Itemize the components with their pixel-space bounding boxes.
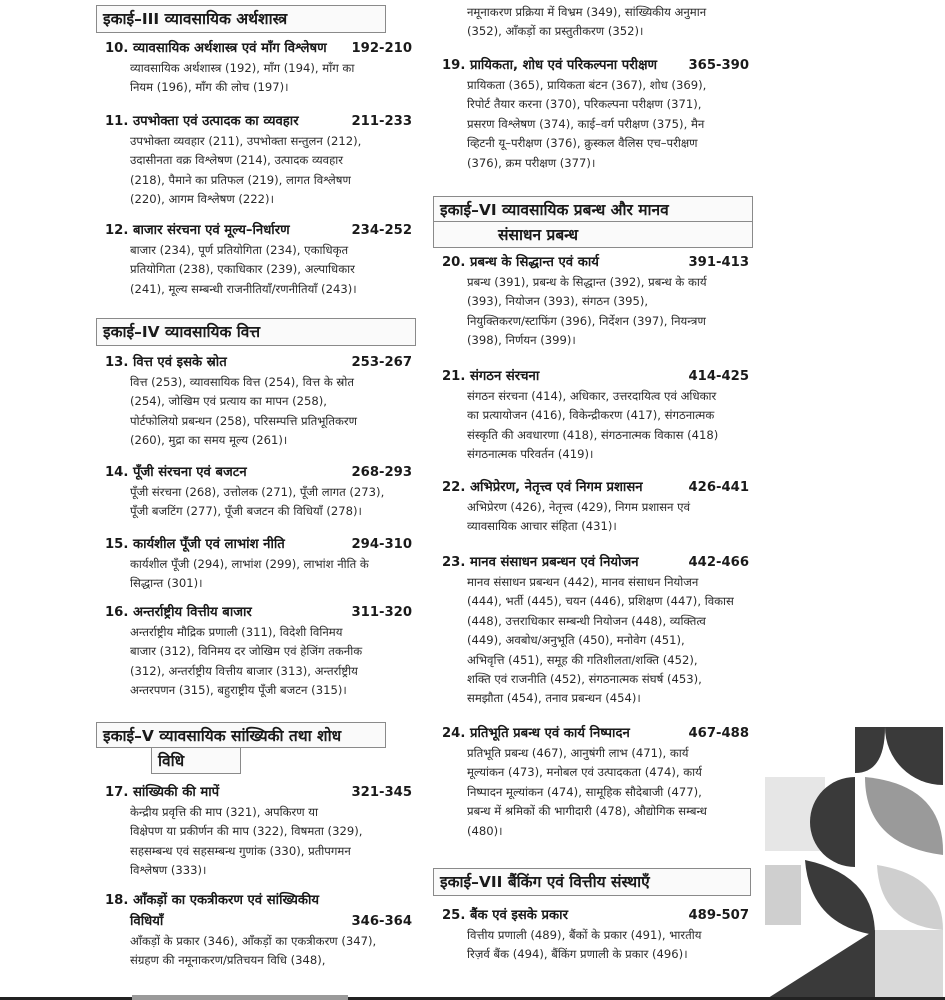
topic-line: (220), आगम विश्लेषण (222)।: [130, 192, 274, 207]
chapter-title: 16. अन्तर्राष्ट्रीय वित्तीय बाजार: [105, 605, 252, 620]
chapter-15: [96, 534, 416, 594]
chapter-20: [433, 252, 753, 351]
topic-line: पूँजी संरचना (268), उत्तोलक (271), पूँजी लागत (273),: [130, 485, 385, 499]
topic-line: वित्त (253), व्यावसायिक वित्त (254), वित्त के स्रोत: [130, 375, 354, 389]
topic-line: (218), पैमाने का प्रतिफल (219), लागत विश्लेषण: [130, 172, 351, 187]
topic-line: विक्षेपण या प्रकीर्णन की माप (322), विषमता (329),: [130, 824, 363, 839]
topic-line: व्यावसायिक आचार संहिता (431)।: [467, 519, 617, 534]
chapter-title-cont: विधियाँ: [130, 914, 164, 929]
chapter-pages: 192-210: [351, 41, 412, 56]
chapter-21: [433, 366, 753, 465]
chapter-pages: 414-425: [688, 369, 749, 384]
topic-line: प्रबन्ध (391), प्रबन्ध के सिद्धान्त (392), प्रबन्ध के कार्य: [467, 275, 707, 289]
topic-line: उपभोक्ता व्यवहार (211), उपभोक्ता सन्तुलन (212),: [130, 134, 362, 148]
chapter-title: 12. बाजार संरचना एवं मूल्य–निर्धारण: [105, 223, 290, 238]
chapter-pages: 426-441: [688, 480, 749, 495]
topic-line: नियुक्तिकरण/स्टाफिंग (396), निर्देशन (397), नियन्त्रण: [467, 313, 706, 328]
chapter-13: [96, 352, 416, 451]
unit-5-line-2: विधि: [151, 748, 241, 774]
chapter-16: [96, 602, 416, 701]
chapter-title: 14. पूँजी संरचना एवं बजटन: [105, 465, 247, 480]
topic-line: अन्तरपणन (315), बहुराष्ट्रीय पूँजी बजटन (315)।: [130, 683, 347, 698]
deco-half-circle-dark: [885, 727, 943, 785]
chapter-pages: 253-267: [351, 355, 412, 370]
topic-line: पोर्टफोलियो प्रबन्धन (258), परिसम्पत्ति प्रतिभूतिकरण: [130, 413, 358, 428]
chapter-19: [433, 55, 753, 173]
topic-line: व्यावसायिक अर्थशास्त्र (192), माँग (194), माँग का: [130, 61, 355, 75]
chapter-18-continued: [433, 3, 753, 42]
topic-line: बाजार (312), विनिमय दर जोखिम एवं हेजिंग तकनीक: [130, 644, 363, 659]
topic-line: (398), निर्णयन (399)।: [467, 333, 576, 348]
topic-line: सहसम्बन्ध एवं सहसम्बन्ध गुणांक (330), प्रतीपगमन: [130, 843, 351, 858]
chapter-title: 18. आँकड़ों का एकत्रीकरण एवं सांख्यिकीय: [105, 893, 320, 908]
topic-line: समझौता (454), तनाव प्रबन्धन (454)।: [467, 691, 641, 706]
chapter-topics: [433, 273, 753, 351]
chapter-10: [96, 38, 416, 98]
chapter-topics: [433, 76, 753, 173]
topic-line: रिज़र्व बैंक (494), बैंकिंग प्रणाली के प्रकार (496)।: [467, 947, 688, 962]
chapter-topics: [433, 387, 753, 465]
topic-line: (352), आँकड़ों का प्रस्तुतीकरण (352)।: [467, 24, 644, 39]
topic-line: (444), भर्ती (445), चयन (446), प्रशिक्षण (447), विकास: [467, 594, 734, 609]
topic-line: कार्यशील पूँजी (294), लाभांश (299), लाभांश नीति के: [130, 557, 369, 571]
topic-line: (448), उत्तराधिकार सम्बन्धी नियोजन (448), व्यक्तित्व: [467, 613, 706, 628]
chapter-11: [96, 111, 416, 210]
chapter-topics: [96, 623, 416, 701]
chapter-24: [433, 723, 753, 841]
chapter-topics: [96, 373, 416, 451]
chapter-topics: [96, 803, 416, 881]
topic-line: संगठनात्मक परिवर्तन (419)।: [467, 447, 594, 462]
topic-line: संगठन संरचना (414), अधिकार, उत्तरदायित्व एवं अधिकार: [467, 389, 717, 403]
chapter-12: [96, 220, 416, 299]
topic-line: (260), मुद्रा का समय मूल्य (261)।: [130, 433, 288, 448]
chapter-pages: 391-413: [688, 255, 749, 270]
topic-line: वित्तीय प्रणाली (489), बैंकों के प्रकार (491), भारतीय: [467, 928, 702, 942]
chapter-title: 23. मानव संसाधन प्रबन्धन एवं नियोजन: [442, 555, 639, 570]
topic-line: (376), क्रम परीक्षण (377)।: [467, 155, 596, 170]
chapter-pages: 211-233: [351, 114, 412, 129]
chapter-title: 21. संगठन संरचना: [442, 369, 540, 384]
topic-line: (393), नियोजन (393), संगठन (395),: [467, 294, 649, 309]
topic-line: शक्ति एवं राजनीति (452), संगठनात्मक संघर्ष (453),: [467, 672, 702, 687]
chapter-22: [433, 477, 753, 537]
topic-line: सिद्धान्त (301)।: [130, 576, 203, 591]
chapter-title: 17. सांख्यिकी की मापें: [105, 785, 220, 800]
topic-line: (254), जोखिम एवं प्रत्याय का मापन (258),: [130, 394, 327, 409]
topic-line: संग्रहण की नमूनाकरण/प्रतिचयन विधि (348),: [130, 953, 326, 968]
chapter-title: 10. व्यावसायिक अर्थशास्त्र एवं माँग विश्लेषण: [105, 41, 327, 56]
deco-triangle-dark: [765, 930, 875, 1000]
chapter-topics: [433, 744, 753, 841]
chapter-title: 24. प्रतिभूति प्रबन्ध एवं कार्य निष्पादन: [442, 726, 630, 741]
topic-line: (312), अन्तर्राष्ट्रीय वित्तीय बाजार (313), अन्तर्राष्ट्रीय: [130, 663, 358, 678]
topic-line: प्रायिकता (365), प्रायिकता बंटन (367), शोध (369),: [467, 78, 707, 92]
chapter-title: 22. अभिप्रेरण, नेतृत्त्व एवं निगम प्रशासन: [442, 480, 643, 495]
chapter-pages: 467-488: [688, 726, 749, 741]
topic-line: बाजार (234), पूर्ण प्रतियोगिता (234), एकाधिकृत: [130, 243, 349, 257]
unit-5-heading: [96, 722, 386, 774]
chapter-14: [96, 462, 416, 522]
topic-line: मूल्यांकन (473), मनोबल एवं उत्पादकता (474), कार्य: [467, 765, 702, 780]
topic-line: नमूनाकरण प्रक्रिया में विभ्रम (349), सांख्यिकीय अनुमान: [467, 5, 707, 19]
chapter-pages: 311-320: [351, 605, 412, 620]
topic-line: व्हिटनी यू–परीक्षण (376), क्रुस्कल वैलिस एच–परीक्षण: [467, 136, 698, 151]
chapter-title: 25. बैंक एवं इसके प्रकार: [442, 908, 568, 923]
unit-3-heading: इकाई–III व्यावसायिक अर्थशास्त्र: [96, 5, 386, 33]
topic-line: आँकड़ों के प्रकार (346), आँकड़ों का एकत्रीकरण (347),: [130, 934, 377, 948]
chapter-pages: 268-293: [351, 465, 412, 480]
topic-line: अन्तर्राष्ट्रीय मौद्रिक प्रणाली (311), विदेशी विनिमय: [130, 625, 343, 639]
chapter-topics: [96, 59, 416, 98]
chapter-topics: [433, 926, 753, 965]
topic-line: उदासीनता वक्र विश्लेषण (214), उत्पादक व्यवहार: [130, 153, 344, 168]
chapter-title: 11. उपभोक्ता एवं उत्पादक का व्यवहार: [105, 114, 299, 129]
horizontal-scrollbar-thumb[interactable]: [132, 995, 348, 1000]
deco-leaf-mid: [865, 777, 943, 855]
topic-line: प्रतिभूति प्रबन्ध (467), आनुषंगी लाभ (471), कार्य: [467, 746, 689, 760]
unit-6-line-1: इकाई–VI व्यावसायिक प्रबन्ध और मानव: [433, 196, 753, 222]
topic-line: रिपोर्ट तैयार करना (370), परिकल्पना परीक्षण (371),: [467, 97, 702, 112]
chapter-23: [433, 552, 753, 709]
deco-leaf-light: [877, 865, 943, 930]
topic-line: मानव संसाधन प्रबन्धन (442), मानव संसाधन नियोजन: [467, 575, 699, 589]
chapter-pages: 442-466: [688, 555, 749, 570]
topic-line: नियम (196), माँग की लोच (197)।: [130, 80, 289, 95]
deco-leaf-dark: [805, 860, 875, 935]
topic-line: पूँजी बजटिंग (277), पूँजी बजटन की विधियाँ (278)।: [130, 504, 362, 519]
chapter-pages: 321-345: [351, 785, 412, 800]
chapter-topics: [96, 555, 416, 594]
deco-square-mid: [765, 865, 801, 925]
topic-line: (241), मूल्य सम्बन्धी राजनीतियाँ/रणनीतियाँ (243)।: [130, 281, 357, 296]
chapter-title: 19. प्रायिकता, शोध एवं परिकल्पना परीक्षण: [442, 58, 658, 73]
chapter-pages: 365-390: [688, 58, 749, 73]
chapter-title: 13. वित्त एवं इसके स्रोत: [105, 355, 227, 370]
chapter-pages: 234-252: [351, 223, 412, 238]
chapter-topics: [96, 132, 416, 210]
geometric-decoration: [765, 725, 945, 1000]
unit-6-line-2: संसाधन प्रबन्ध: [433, 222, 753, 248]
topic-line: प्रसरण विश्लेषण (374), काई–वर्ग परीक्षण (375), मैन: [467, 116, 705, 131]
topic-line: (449), अवबोध/अनुभूति (450), मनोवेग (451),: [467, 633, 685, 648]
chapter-18: [96, 890, 416, 971]
chapter-topics: [96, 932, 416, 971]
topic-line: विश्लेषण (333)।: [130, 863, 207, 878]
chapter-title: 15. कार्यशील पूँजी एवं लाभांश नीति: [105, 537, 285, 552]
chapter-topics: [433, 573, 753, 709]
chapter-pages: 346-364: [351, 914, 412, 929]
unit-7-heading: इकाई–VII बैंकिंग एवं वित्तीय संस्थाएँ: [433, 868, 751, 896]
deco-triangle-light: [875, 930, 943, 1000]
chapter-topics: [433, 498, 753, 537]
unit-6-heading: [433, 196, 753, 248]
topic-line: (480)।: [467, 823, 503, 838]
topic-line: अभिप्रेरण (426), नेतृत्त्व (429), निगम प्रशासन एवं: [467, 500, 691, 514]
unit-4-heading: इकाई–IV व्यावसायिक वित्त: [96, 318, 416, 346]
chapter-topics: [96, 241, 416, 299]
chapter-topics: [96, 483, 416, 522]
topic-line: प्रतियोगिता (238), एकाधिकार (239), अल्पाधिकार: [130, 262, 355, 277]
topic-line: प्रबन्ध में श्रमिकों की भागीदारी (478), औद्योगिक सम्बन्ध: [467, 804, 707, 819]
topic-line: निष्पादन मूल्यांकन (474), सामूहिक सौदेबाजी (477),: [467, 784, 702, 799]
unit-5-line-1: इकाई–V व्यावसायिक सांख्यिकी तथा शोध: [96, 722, 386, 748]
topic-line: संस्कृति की अवधारणा (418), संगठनात्मक विकास (418): [467, 427, 719, 442]
chapter-17: [96, 782, 416, 881]
chapter-25: [433, 905, 753, 965]
chapter-title: 20. प्रबन्ध के सिद्धान्त एवं कार्य: [442, 255, 599, 270]
topic-line: अभिवृत्ति (451), समूह की गतिशीलता/शक्ति (452),: [467, 652, 698, 667]
chapter-pages: 294-310: [351, 537, 412, 552]
chapter-pages: 489-507: [688, 908, 749, 923]
deco-quarter-circle-dark: [855, 727, 885, 773]
chapter-topics: [433, 3, 753, 42]
topic-line: का प्रत्यायोजन (416), विकेन्द्रीकरण (417), संगठनात्मक: [467, 408, 715, 423]
topic-line: केन्द्रीय प्रवृत्ति की माप (321), अपकिरण या: [130, 805, 319, 819]
